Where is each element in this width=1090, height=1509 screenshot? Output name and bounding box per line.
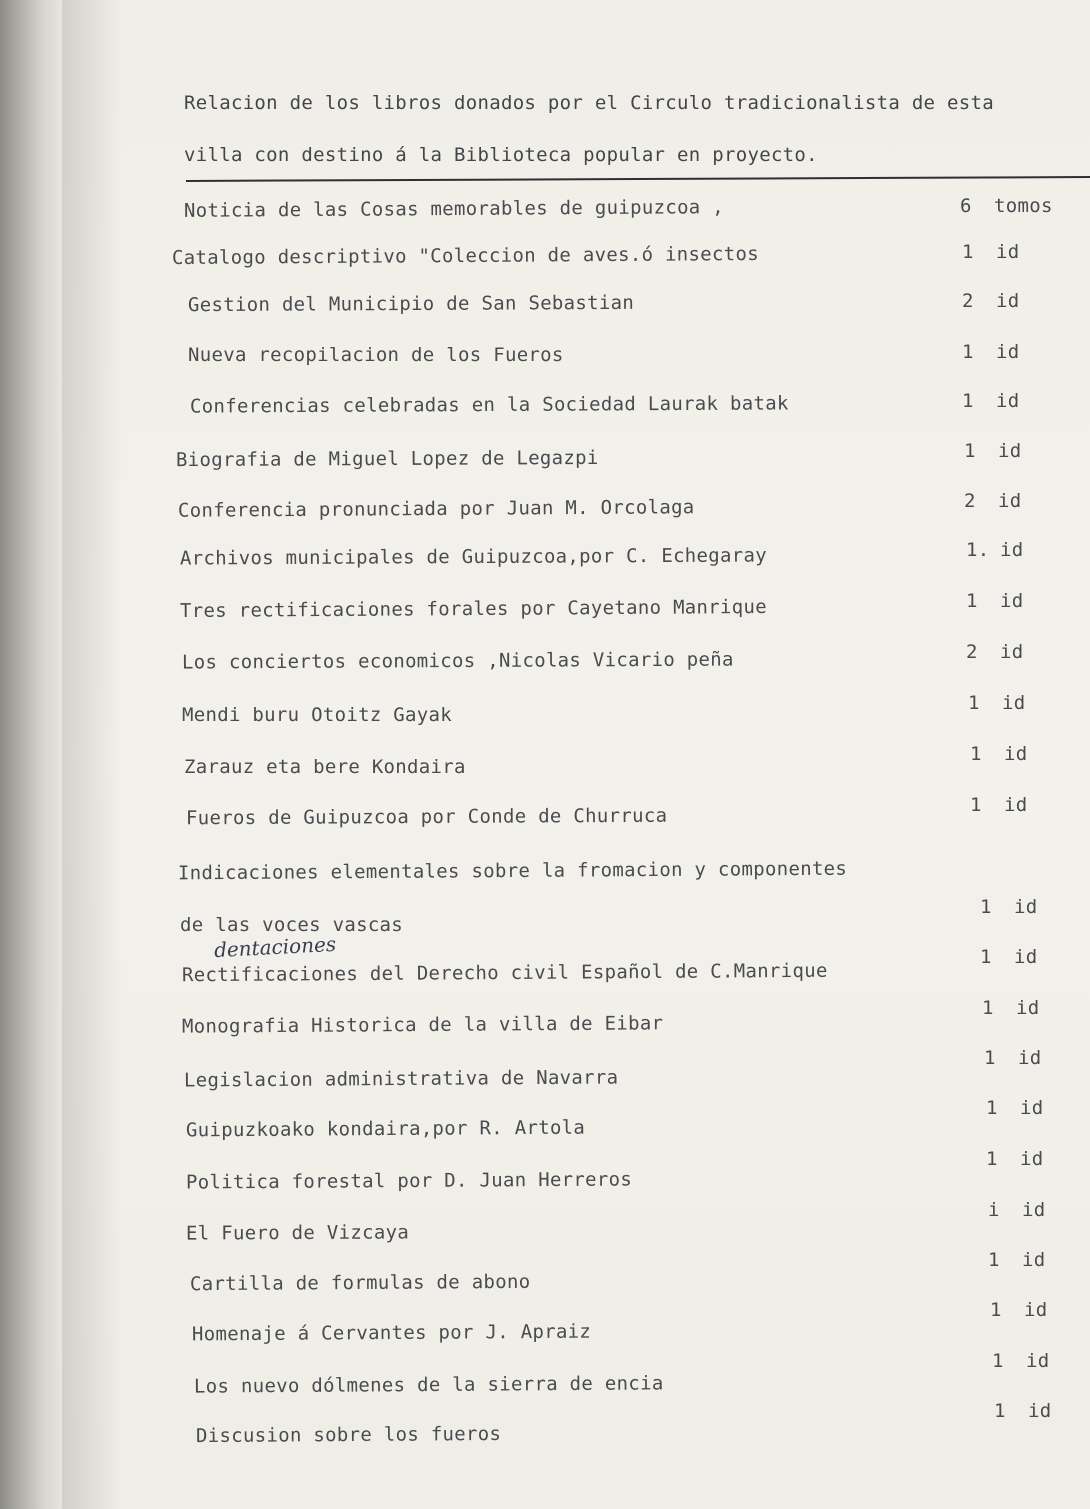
- book-count: 1: [970, 794, 982, 816]
- book-unit: id: [1004, 794, 1028, 816]
- book-count: 1: [992, 1350, 1004, 1372]
- book-count: 1: [982, 997, 994, 1019]
- book-quantity: [964, 440, 1021, 462]
- book-quantity: [990, 1299, 1047, 1321]
- book-count: 1: [970, 743, 982, 765]
- book-title: Zarauz eta bere Kondaira: [184, 756, 466, 778]
- book-unit: id: [1020, 1097, 1044, 1119]
- book-count: 1: [984, 1047, 996, 1069]
- book-unit: id: [1024, 1299, 1048, 1321]
- book-quantity: [966, 539, 1023, 561]
- book-title: Conferencias celebradas en la Sociedad Laurak batak: [189, 392, 789, 418]
- book-count: 1: [962, 241, 974, 263]
- book-quantity: [988, 1249, 1045, 1271]
- book-title-continued: de las voces vascas: [180, 914, 404, 936]
- book-count: 1: [994, 1400, 1006, 1422]
- book-title: Noticia de las Cosas memorables de guipuzcoa ,: [183, 196, 725, 222]
- book-unit: id: [1016, 997, 1040, 1019]
- book-quantity: [986, 1097, 1043, 1119]
- book-quantity: [962, 341, 1019, 363]
- book-title: Monografia Historica de la villa de Eibar: [181, 1012, 664, 1038]
- book-title: Mendi buru Otoitz Gayak: [182, 704, 452, 726]
- book-quantity: [970, 743, 1027, 765]
- book-count: 1: [966, 590, 978, 612]
- book-count: 1: [988, 1249, 1000, 1271]
- heading-line-1: Relacion de los libros donados por el Circulo tradicionalista de esta: [184, 92, 994, 114]
- book-title: Los conciertos economicos ,Nicolas Vicario peña: [181, 648, 734, 674]
- book-title: Gestion del Municipio de San Sebastian: [187, 291, 635, 317]
- book-count: i: [988, 1199, 1000, 1221]
- book-title: Discusion sobre los fueros: [195, 1422, 502, 1448]
- book-title: Cartilla de formulas de abono: [189, 1270, 531, 1296]
- book-spine-shadow: [0, 0, 62, 1509]
- book-unit: id: [996, 341, 1020, 363]
- book-unit: tomos: [994, 195, 1053, 217]
- book-count: 2: [964, 490, 976, 512]
- book-quantity: [964, 490, 1021, 512]
- book-quantity: [960, 195, 1053, 217]
- book-title: El Fuero de Vizcaya: [185, 1221, 410, 1245]
- book-quantity: [966, 641, 1023, 663]
- book-quantity: [992, 1350, 1049, 1372]
- book-count: 1: [962, 341, 974, 363]
- book-quantity: [970, 794, 1027, 816]
- book-unit: id: [998, 440, 1022, 462]
- book-title: Guipuzkoako kondaira,por R. Artola: [185, 1116, 586, 1142]
- book-unit: id: [1022, 1249, 1046, 1271]
- book-title: Legislacion administrativa de Navarra: [183, 1066, 619, 1092]
- book-quantity: [962, 241, 1019, 263]
- book-title: Politica forestal por D. Juan Herreros: [185, 1168, 633, 1194]
- book-count: 1: [964, 440, 976, 462]
- book-count: 2: [962, 290, 974, 312]
- book-unit: id: [1000, 641, 1024, 663]
- book-title: Nueva recopilacion de los Fueros: [188, 344, 564, 366]
- book-count: 1: [980, 896, 992, 918]
- book-unit: id: [1018, 1047, 1042, 1069]
- book-unit: id: [1020, 1148, 1044, 1170]
- book-count: 1: [990, 1299, 1002, 1321]
- book-unit: id: [1028, 1400, 1052, 1422]
- book-unit: id: [1022, 1199, 1046, 1221]
- book-quantity: [982, 997, 1039, 1019]
- book-unit: id: [998, 490, 1022, 512]
- heading-underline: [186, 176, 1090, 182]
- handwritten-correction: dentaciones: [213, 931, 337, 963]
- book-title: Homenaje á Cervantes por J. Apraiz: [191, 1320, 592, 1346]
- book-count: 1.: [966, 539, 990, 561]
- typed-document-page: [62, 0, 1090, 1509]
- book-count: 6: [960, 195, 972, 217]
- book-unit: id: [996, 390, 1020, 412]
- book-quantity: [962, 390, 1019, 412]
- book-title: Indicaciones elementales sobre la fromacion y componentes: [177, 857, 848, 885]
- book-quantity: [986, 1148, 1043, 1170]
- book-title: Catalogo descriptivo "Coleccion de aves.ó insectos: [171, 242, 760, 270]
- book-quantity: [980, 896, 1037, 918]
- book-unit: id: [1014, 946, 1038, 968]
- book-title: Los nuevo dólmenes de la sierra de encia: [193, 1372, 664, 1398]
- book-unit: id: [1014, 896, 1038, 918]
- heading-line-2: villa con destino á la Biblioteca popular en proyecto.: [184, 144, 818, 166]
- book-unit: id: [1000, 539, 1024, 561]
- book-title: Tres rectificaciones forales por Cayetano Manrique: [179, 595, 768, 623]
- book-title: Rectificaciones del Derecho civil Español de C.Manrique: [181, 959, 828, 987]
- book-count: 1: [962, 390, 974, 412]
- book-quantity: [980, 946, 1037, 968]
- book-unit: id: [1004, 743, 1028, 765]
- book-title: Conferencia pronunciada por Juan M. Orcolaga: [177, 496, 695, 522]
- book-title: Archivos municipales de Guipuzcoa,por C. Echegaray: [179, 544, 768, 570]
- book-count: 2: [966, 641, 978, 663]
- book-unit: id: [1000, 590, 1024, 612]
- book-unit: id: [996, 241, 1020, 263]
- book-quantity: [962, 290, 1019, 312]
- book-title: Biografia de Miguel Lopez de Legazpi: [175, 446, 599, 472]
- book-count: 1: [986, 1148, 998, 1170]
- book-count: 1: [980, 946, 992, 968]
- book-unit: id: [1002, 692, 1026, 714]
- book-count: 1: [986, 1097, 998, 1119]
- book-quantity: [994, 1400, 1051, 1422]
- book-quantity: [968, 692, 1025, 714]
- book-quantity: [966, 590, 1023, 612]
- book-unit: id: [1026, 1350, 1050, 1372]
- book-count: 1: [968, 692, 980, 714]
- book-quantity: [984, 1047, 1041, 1069]
- book-unit: id: [996, 290, 1020, 312]
- book-title: Fueros de Guipuzcoa por Conde de Churruca: [185, 804, 668, 830]
- book-quantity: [988, 1199, 1045, 1221]
